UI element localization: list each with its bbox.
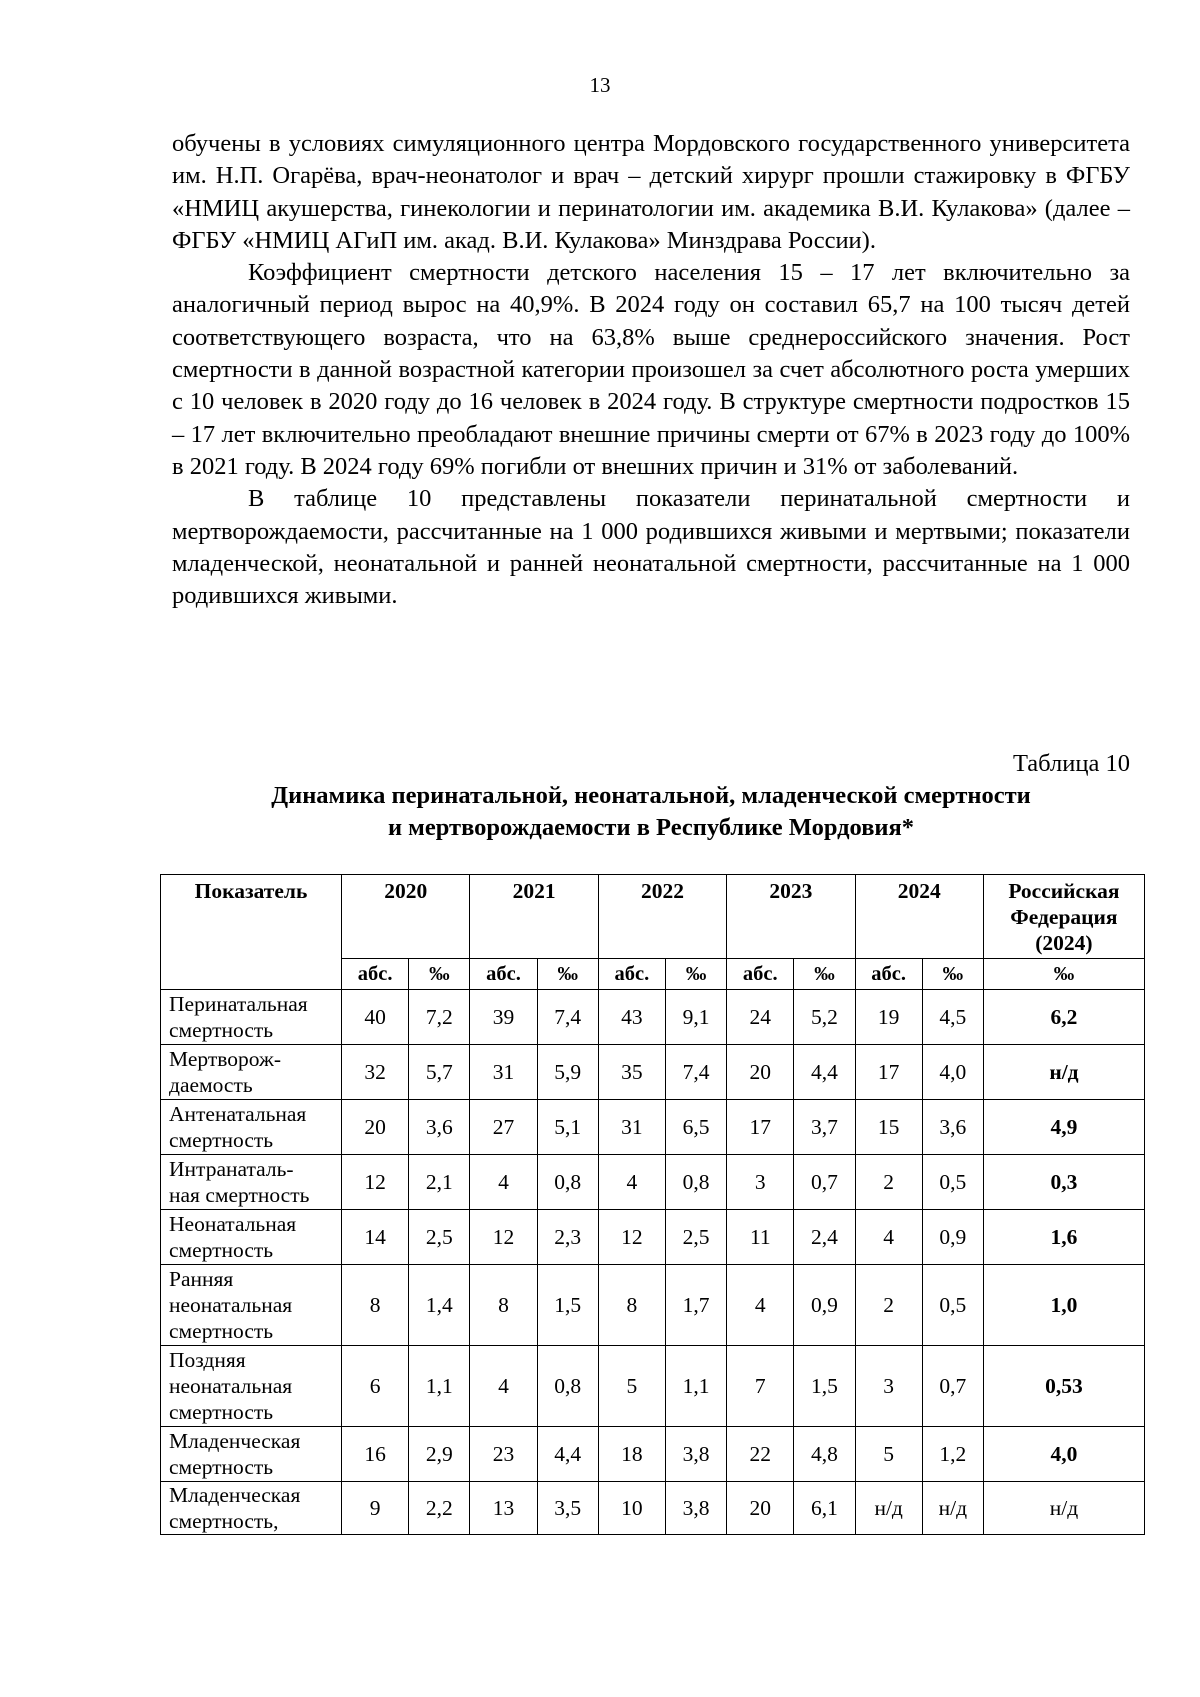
table-row bbox=[161, 1265, 1145, 1346]
table-row bbox=[161, 1100, 1145, 1155]
cell-absolute-value: 3 bbox=[727, 1155, 794, 1210]
table-row bbox=[161, 1427, 1145, 1482]
cell-russian-federation-value: н/д bbox=[983, 1482, 1144, 1535]
row-indicator-line: Мертворож- bbox=[169, 1047, 281, 1071]
cell-absolute-value: 31 bbox=[470, 1045, 537, 1100]
cell-absolute-value: 6 bbox=[342, 1346, 409, 1427]
cell-permille-value: 0,7 bbox=[794, 1155, 855, 1210]
cell-absolute-value: 16 bbox=[342, 1427, 409, 1482]
cell-russian-federation-value: 4,9 bbox=[983, 1100, 1144, 1155]
table-row bbox=[161, 1482, 1145, 1535]
cell-absolute-value: 7 bbox=[727, 1346, 794, 1427]
row-indicator-line: Младенческая bbox=[169, 1429, 301, 1453]
header-year-2020: 2020 bbox=[342, 875, 470, 959]
cell-permille-value: 1,5 bbox=[537, 1265, 598, 1346]
cell-absolute-value: 13 bbox=[470, 1482, 537, 1535]
cell-absolute-value: 8 bbox=[598, 1265, 665, 1346]
cell-absolute-value: 22 bbox=[727, 1427, 794, 1482]
row-indicator-line: Ранняя bbox=[169, 1267, 234, 1291]
header-rf-line-2: Федерация bbox=[1010, 905, 1118, 929]
cell-russian-federation-value: 4,0 bbox=[983, 1427, 1144, 1482]
cell-absolute-value: 20 bbox=[342, 1100, 409, 1155]
body-text bbox=[172, 128, 1130, 612]
paragraph-1: обучены в условиях симуляционного центра Мордовского государственного университета им. Н.П. Огарёва, врач-неонатолог и врач – детский хирург прошли стажировку в ФГБУ «НМИЦ акушерства, гинекологии и перинатологии им. академика В.И. Кулакова» (далее – ФГБУ «НМИЦ АГиП им. акад. В.И. Кулакова» Минздрава России). bbox=[172, 130, 1130, 254]
header-rf-line-3: (2024) bbox=[1035, 931, 1093, 955]
subheader-permille: ‰ bbox=[409, 959, 470, 990]
row-indicator-line: неонатальная bbox=[169, 1374, 293, 1398]
row-indicator-line: Поздняя bbox=[169, 1348, 246, 1372]
row-indicator-line: Перинатальная bbox=[169, 992, 308, 1016]
row-indicator-line: смертность bbox=[169, 1018, 274, 1042]
subheader-abs: абс. bbox=[598, 959, 665, 990]
cell-absolute-value: 24 bbox=[727, 990, 794, 1045]
cell-russian-federation-value: 1,6 bbox=[983, 1210, 1144, 1265]
cell-permille-value: 1,1 bbox=[666, 1346, 727, 1427]
cell-absolute-value: 12 bbox=[470, 1210, 537, 1265]
subheader-rf-permille: ‰ bbox=[983, 959, 1144, 990]
row-indicator-name bbox=[161, 1210, 342, 1265]
cell-absolute-value: 27 bbox=[470, 1100, 537, 1155]
row-indicator-name bbox=[161, 1346, 342, 1427]
row-indicator-line: смертность bbox=[169, 1128, 274, 1152]
table-title-line-1: Динамика перинатальной, неонатальной, младенческой смертности bbox=[271, 782, 1031, 809]
table-row bbox=[161, 1210, 1145, 1265]
subheader-permille: ‰ bbox=[922, 959, 983, 990]
cell-permille-value: 5,9 bbox=[537, 1045, 598, 1100]
header-year-2022: 2022 bbox=[598, 875, 726, 959]
cell-permille-value: 6,5 bbox=[666, 1100, 727, 1155]
header-year-2024: 2024 bbox=[855, 875, 983, 959]
cell-absolute-value: 5 bbox=[855, 1427, 922, 1482]
table-row bbox=[161, 990, 1145, 1045]
cell-absolute-value: 17 bbox=[727, 1100, 794, 1155]
cell-permille-value: 4,4 bbox=[794, 1045, 855, 1100]
cell-absolute-value: 18 bbox=[598, 1427, 665, 1482]
table-title bbox=[172, 780, 1130, 844]
row-indicator-name bbox=[161, 1100, 342, 1155]
cell-permille-value: 3,8 bbox=[666, 1427, 727, 1482]
row-indicator-name bbox=[161, 1482, 342, 1535]
table-row bbox=[161, 1346, 1145, 1427]
table-caption: Таблица 10 bbox=[1012, 750, 1130, 777]
row-indicator-line: даемость bbox=[169, 1073, 253, 1097]
cell-permille-value: 0,8 bbox=[666, 1155, 727, 1210]
cell-absolute-value: 2 bbox=[855, 1155, 922, 1210]
row-indicator-line: Антенатальная bbox=[169, 1102, 307, 1126]
cell-absolute-value: 9 bbox=[342, 1482, 409, 1535]
cell-absolute-value: 12 bbox=[598, 1210, 665, 1265]
cell-permille-value: 2,3 bbox=[537, 1210, 598, 1265]
cell-absolute-value: 4 bbox=[598, 1155, 665, 1210]
cell-absolute-value: 35 bbox=[598, 1045, 665, 1100]
row-indicator-name bbox=[161, 1427, 342, 1482]
cell-absolute-value: 20 bbox=[727, 1045, 794, 1100]
mortality-table bbox=[160, 874, 1145, 1535]
subheader-abs: абс. bbox=[727, 959, 794, 990]
cell-permille-value: 1,2 bbox=[922, 1427, 983, 1482]
cell-permille-value: 0,8 bbox=[537, 1155, 598, 1210]
subheader-permille: ‰ bbox=[794, 959, 855, 990]
cell-absolute-value: 4 bbox=[470, 1346, 537, 1427]
row-indicator-line: смертность bbox=[169, 1455, 274, 1479]
subheader-abs: абс. bbox=[342, 959, 409, 990]
cell-absolute-value: 8 bbox=[342, 1265, 409, 1346]
row-indicator-line: смертность bbox=[169, 1319, 274, 1343]
cell-permille-value: 1,7 bbox=[666, 1265, 727, 1346]
cell-permille-value: 5,1 bbox=[537, 1100, 598, 1155]
cell-absolute-value: 2 bbox=[855, 1265, 922, 1346]
header-rf-line-1: Российская bbox=[1008, 879, 1120, 903]
row-indicator-name bbox=[161, 990, 342, 1045]
cell-russian-federation-value: н/д bbox=[983, 1045, 1144, 1100]
paragraph-3: В таблице 10 представлены показатели перинатальной смертности и мертворождаемости, рассчитанные на 1 000 родившихся живыми и мертвыми; показатели младенческой, неонатальной и ранней неонатальной смертности, рассчитанные на 1 000 родившихся живыми. bbox=[172, 485, 1130, 610]
cell-absolute-value: 15 bbox=[855, 1100, 922, 1155]
cell-permille-value: 3,7 bbox=[794, 1100, 855, 1155]
cell-permille-value: 2,1 bbox=[409, 1155, 470, 1210]
cell-absolute-value: 39 bbox=[470, 990, 537, 1045]
cell-permille-value: 4,4 bbox=[537, 1427, 598, 1482]
cell-permille-value: 5,7 bbox=[409, 1045, 470, 1100]
cell-permille-value: 1,4 bbox=[409, 1265, 470, 1346]
table-body bbox=[161, 990, 1145, 1535]
cell-absolute-value: 11 bbox=[727, 1210, 794, 1265]
cell-permille-value: 2,2 bbox=[409, 1482, 470, 1535]
row-indicator-line: Неонатальная bbox=[169, 1212, 297, 1236]
cell-permille-value: 0,5 bbox=[922, 1265, 983, 1346]
cell-permille-value: 2,9 bbox=[409, 1427, 470, 1482]
cell-russian-federation-value: 1,0 bbox=[983, 1265, 1144, 1346]
cell-absolute-value: 40 bbox=[342, 990, 409, 1045]
cell-permille-value: 2,5 bbox=[666, 1210, 727, 1265]
cell-permille-value: 9,1 bbox=[666, 990, 727, 1045]
cell-permille-value: 3,6 bbox=[409, 1100, 470, 1155]
subheader-permille: ‰ bbox=[666, 959, 727, 990]
paragraph-2: Коэффициент смертности детского населения 15 – 17 лет включительно за аналогичный период вырос на 40,9%. В 2024 году он составил 65,7 на 100 тысяч детей соответствующего возраста, что на 63,8% выше среднероссийского значения. Рост смертности в данной возрастной категории произошел за счет абсолютного роста умерших с 10 человек в 2020 году до 16 человек в 2024 году. В структуре смертности подростков 15 – 17 лет включительно преобладают внешние причины смерти от 67% в 2023 году до 100% в 2021 году. В 2024 году 69% погибли от внешних причин и 31% от заболеваний. bbox=[172, 259, 1130, 480]
row-indicator-name bbox=[161, 1265, 342, 1346]
cell-russian-federation-value: 0,3 bbox=[983, 1155, 1144, 1210]
cell-russian-federation-value: 0,53 bbox=[983, 1346, 1144, 1427]
cell-absolute-value: 4 bbox=[727, 1265, 794, 1346]
header-russian-federation bbox=[983, 875, 1144, 959]
header-year-2021: 2021 bbox=[470, 875, 598, 959]
header-indicator: Показатель bbox=[161, 875, 342, 990]
subheader-abs: абс. bbox=[470, 959, 537, 990]
table-row bbox=[161, 1155, 1145, 1210]
cell-absolute-value: 4 bbox=[855, 1210, 922, 1265]
cell-absolute-value: 32 bbox=[342, 1045, 409, 1100]
cell-permille-value: 1,5 bbox=[794, 1346, 855, 1427]
cell-permille-value: н/д bbox=[922, 1482, 983, 1535]
cell-permille-value: 1,1 bbox=[409, 1346, 470, 1427]
row-indicator-name bbox=[161, 1045, 342, 1100]
row-indicator-line: смертность, bbox=[169, 1509, 279, 1533]
row-indicator-line: Интранаталь- bbox=[169, 1157, 294, 1181]
table-title-line-2: и мертворождаемости в Республике Мордовия* bbox=[387, 814, 915, 841]
cell-permille-value: 3,6 bbox=[922, 1100, 983, 1155]
cell-absolute-value: 14 bbox=[342, 1210, 409, 1265]
row-indicator-line: неонатальная bbox=[169, 1293, 293, 1317]
subheader-permille: ‰ bbox=[537, 959, 598, 990]
cell-permille-value: 0,9 bbox=[794, 1265, 855, 1346]
cell-absolute-value: 23 bbox=[470, 1427, 537, 1482]
page-number: 13 bbox=[589, 73, 611, 97]
cell-permille-value: 6,1 bbox=[794, 1482, 855, 1535]
cell-absolute-value: 19 bbox=[855, 990, 922, 1045]
cell-permille-value: 7,4 bbox=[537, 990, 598, 1045]
row-indicator-name bbox=[161, 1155, 342, 1210]
cell-permille-value: 4,0 bbox=[922, 1045, 983, 1100]
cell-permille-value: 5,2 bbox=[794, 990, 855, 1045]
cell-absolute-value: 20 bbox=[727, 1482, 794, 1535]
table-row bbox=[161, 1045, 1145, 1100]
subheader-abs: абс. bbox=[855, 959, 922, 990]
cell-absolute-value: 17 bbox=[855, 1045, 922, 1100]
cell-absolute-value: 4 bbox=[470, 1155, 537, 1210]
cell-absolute-value: 43 bbox=[598, 990, 665, 1045]
cell-permille-value: 0,9 bbox=[922, 1210, 983, 1265]
cell-permille-value: 4,8 bbox=[794, 1427, 855, 1482]
row-indicator-line: ная смертность bbox=[169, 1183, 310, 1207]
cell-absolute-value: 31 bbox=[598, 1100, 665, 1155]
row-indicator-line: смертность bbox=[169, 1400, 274, 1424]
table-header-row bbox=[161, 875, 1145, 959]
header-year-2023: 2023 bbox=[727, 875, 855, 959]
cell-absolute-value: 10 bbox=[598, 1482, 665, 1535]
cell-permille-value: 2,5 bbox=[409, 1210, 470, 1265]
cell-permille-value: 4,5 bbox=[922, 990, 983, 1045]
cell-permille-value: 7,4 bbox=[666, 1045, 727, 1100]
cell-permille-value: 2,4 bbox=[794, 1210, 855, 1265]
row-indicator-line: смертность bbox=[169, 1238, 274, 1262]
cell-absolute-value: 12 bbox=[342, 1155, 409, 1210]
cell-permille-value: 7,2 bbox=[409, 990, 470, 1045]
cell-russian-federation-value: 6,2 bbox=[983, 990, 1144, 1045]
cell-permille-value: 3,8 bbox=[666, 1482, 727, 1535]
cell-permille-value: 0,5 bbox=[922, 1155, 983, 1210]
cell-permille-value: 0,7 bbox=[922, 1346, 983, 1427]
cell-permille-value: 3,5 bbox=[537, 1482, 598, 1535]
cell-absolute-value: 5 bbox=[598, 1346, 665, 1427]
cell-absolute-value: н/д bbox=[855, 1482, 922, 1535]
cell-absolute-value: 8 bbox=[470, 1265, 537, 1346]
cell-absolute-value: 3 bbox=[855, 1346, 922, 1427]
cell-permille-value: 0,8 bbox=[537, 1346, 598, 1427]
row-indicator-line: Младенческая bbox=[169, 1483, 301, 1507]
